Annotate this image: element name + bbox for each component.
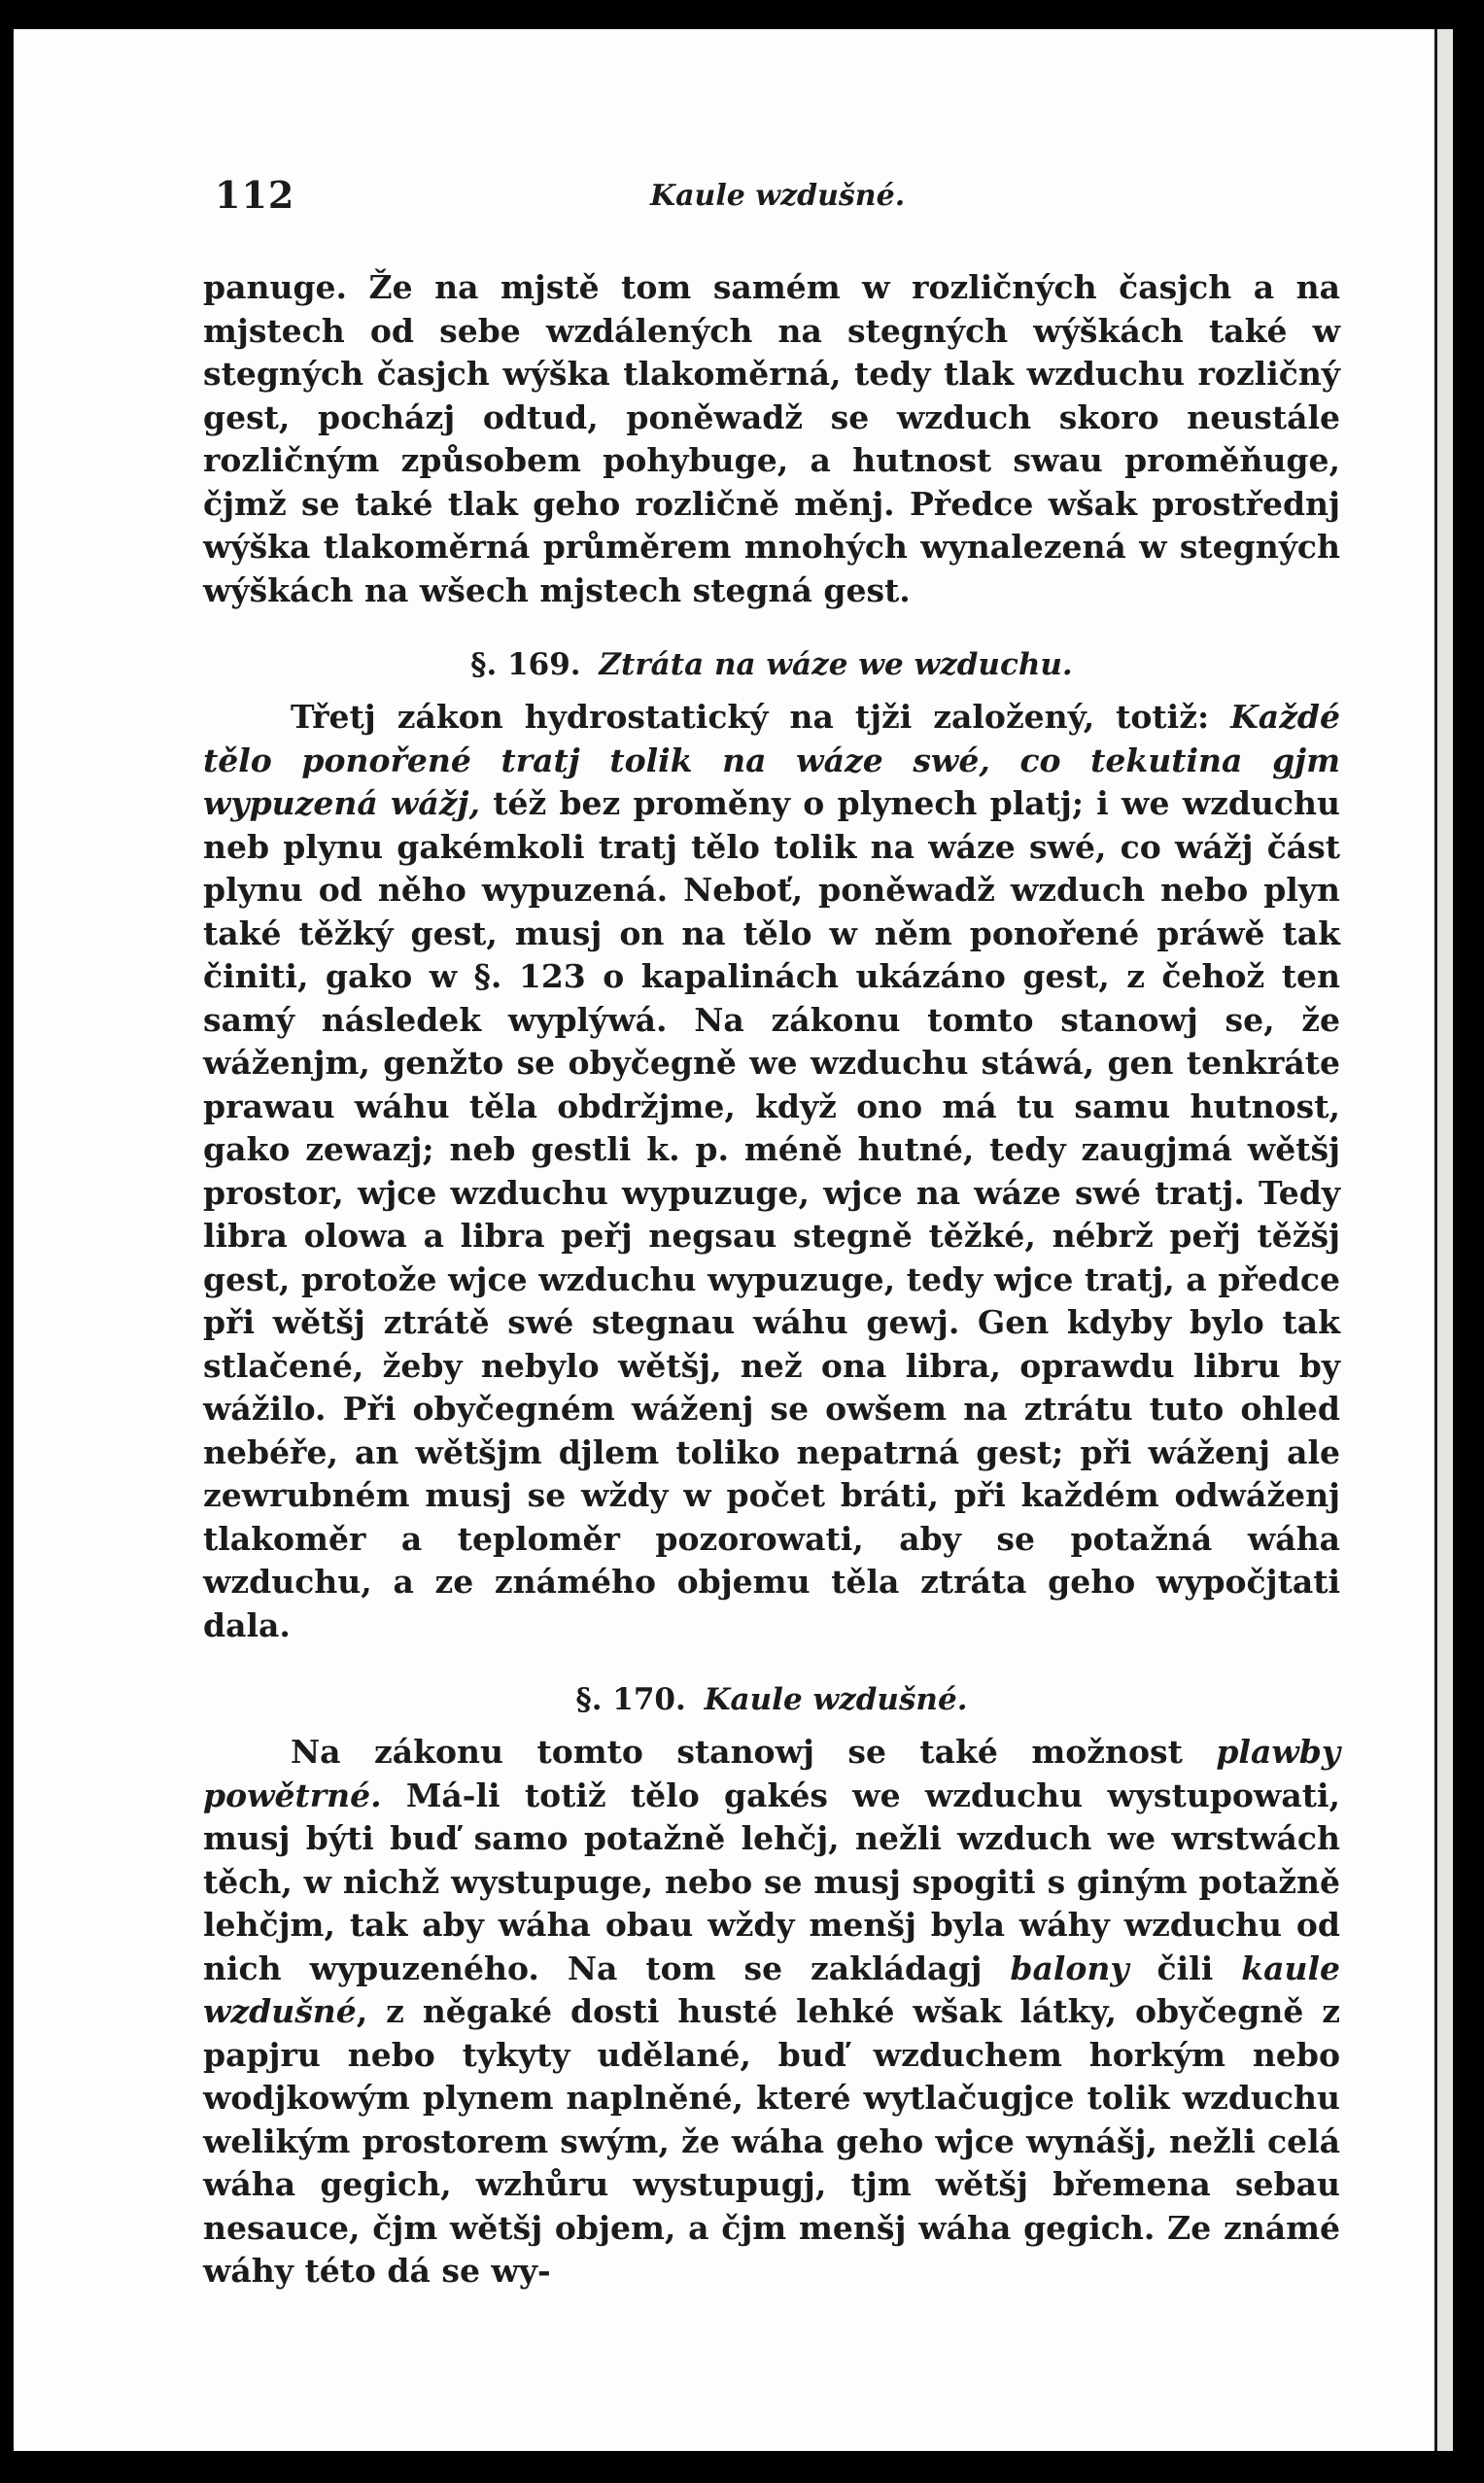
- paragraph-2-lead: Třetj zákon hydrostatický na tjži založený, totiž:: [291, 698, 1231, 736]
- book-page: [14, 29, 1434, 2451]
- paragraph-3-part-4: , z něgaké dosti husté lehké wšak látky, obyčegně z papjru nebo tykyty udělané, buď wzduchem horkým nebo wodjkowým plynem naplněné, které wytlačugjce tolik wzduchu welikým prostorem swým, že wáha geho wjce wynášj, nežli celá wáha gegich, wzhůru wystupugj, tjm wětšj břemena sebau nesauce, čjm wětšj objem, a čjm menšj wáha gegich. Ze známé wáhy této dá se wy-: [203, 1992, 1340, 2290]
- section-169-number: §. 169.: [470, 647, 581, 682]
- next-page-edge: [1434, 29, 1453, 2451]
- running-head: Kaule wzdušné.: [650, 179, 906, 213]
- paragraph-archimedes-law: [203, 696, 1340, 1647]
- paragraph-3-part-2: Má-li totiž tělo gakés we wzduchu wystupowati, musj býti buď samo potažně lehčj, nežli wzduch we wrstwách těch, w nichž wystupuge, nebo se musj spogiti s giným potažně lehčjm, tak aby wáha obau wždy menšj byla wáhy wzduchu od nich wypuzeného. Na tom se zakládagj: [203, 1776, 1340, 1987]
- section-169-heading: [203, 645, 1340, 684]
- section-170-number: §. 170.: [575, 1682, 686, 1717]
- page-content: [203, 144, 1340, 2293]
- paragraph-2-rest: též bez proměny o plynech platj; i we wzduchu neb plynu gakémkoli tratj tělo tolik na wáze swé, co wážj část plynu od něho wypuzená. Neboť, poněwadž wzduch nebo plyn také těžký gest, musj on na tělo w něm ponořené práwě tak činiti, gako w §. 123 o kapalinách ukázáno gest, z čehož ten samý následek wyplýwá. Na zákonu tomto stanowj se, že wáženjm, genžto se obyčegně we wzduchu stáwá, gen tenkráte prawau wáhu těla obdržjme, když ono má tu samu hutnost, gako zewazj; neb gestli k. p. méně hutné, tedy zaugjmá wětšj prostor, wjce wzduchu wypuzuge, wjce na wáze swé tratj. Tedy libra olowa a libra peřj negsau stegně těžké, nébrž peřj těžšj gest, protože wjce wzduchu wypuzuge, tedy wjce tratj, a předce při wětšj ztrátě swé stegnau wáhu gewj. Gen kdyby bylo tak stlačené, žeby nebylo wětšj, než ona libra, oprawdu libru by wážilo. Při obyčegném wáženj se owšem na ztrátu tuto ohled nebéře, an wětšjm djlem toliko nepatrná gest; při wáženj ale zewrubném musj se wždy w počet bráti, při každém odwáženj tlakoměr a teploměr pozorowati, aby se potažná wáha wzduchu, a ze známého objemu těla ztráta geho wypočjtati dala.: [203, 784, 1340, 1644]
- paragraph-balloons: [203, 1731, 1340, 2293]
- section-170-heading: [203, 1680, 1340, 1719]
- page-header: [203, 144, 1340, 217]
- term-balony: balony: [1010, 1948, 1129, 1987]
- law-statement: Každé tělo ponořené tratj tolik na wáze swé, co tekutina gjm wypuzená wážj,: [203, 698, 1340, 822]
- page-number: 112: [215, 173, 295, 217]
- paragraph-3-part-3: čili: [1128, 1948, 1242, 1987]
- term-air-navigation: plawby powětrné.: [203, 1733, 1340, 1814]
- section-169-title: Ztráta na wáze we wzduchu.: [599, 647, 1073, 682]
- term-kaule-wzdusne: kaule wzdušné: [203, 1948, 1340, 2030]
- section-170-title: Kaule wzdušné.: [704, 1682, 968, 1717]
- paragraph-3-part-1: Na zákonu tomto stanowj se také možnost: [291, 1733, 1217, 1771]
- paragraph-continuation: panuge. Že na mjstě tom samém w rozličných časjch a na mjstech od sebe wzdálených na stegných wýškách také w stegných časjch wýška tlakoměrná, tedy tlak wzduchu rozličný gest, pocházj odtud, poněwadž se wzduch skoro neustále rozličným způsobem pohybuge, a hutnost swau proměňuge, čjmž se také tlak geho rozličně měnj. Předce wšak prostřednj wýška tlakoměrná průměrem mnohých wynalezená w stegných wýškách na wšech mjstech stegná gest.: [203, 268, 1340, 609]
